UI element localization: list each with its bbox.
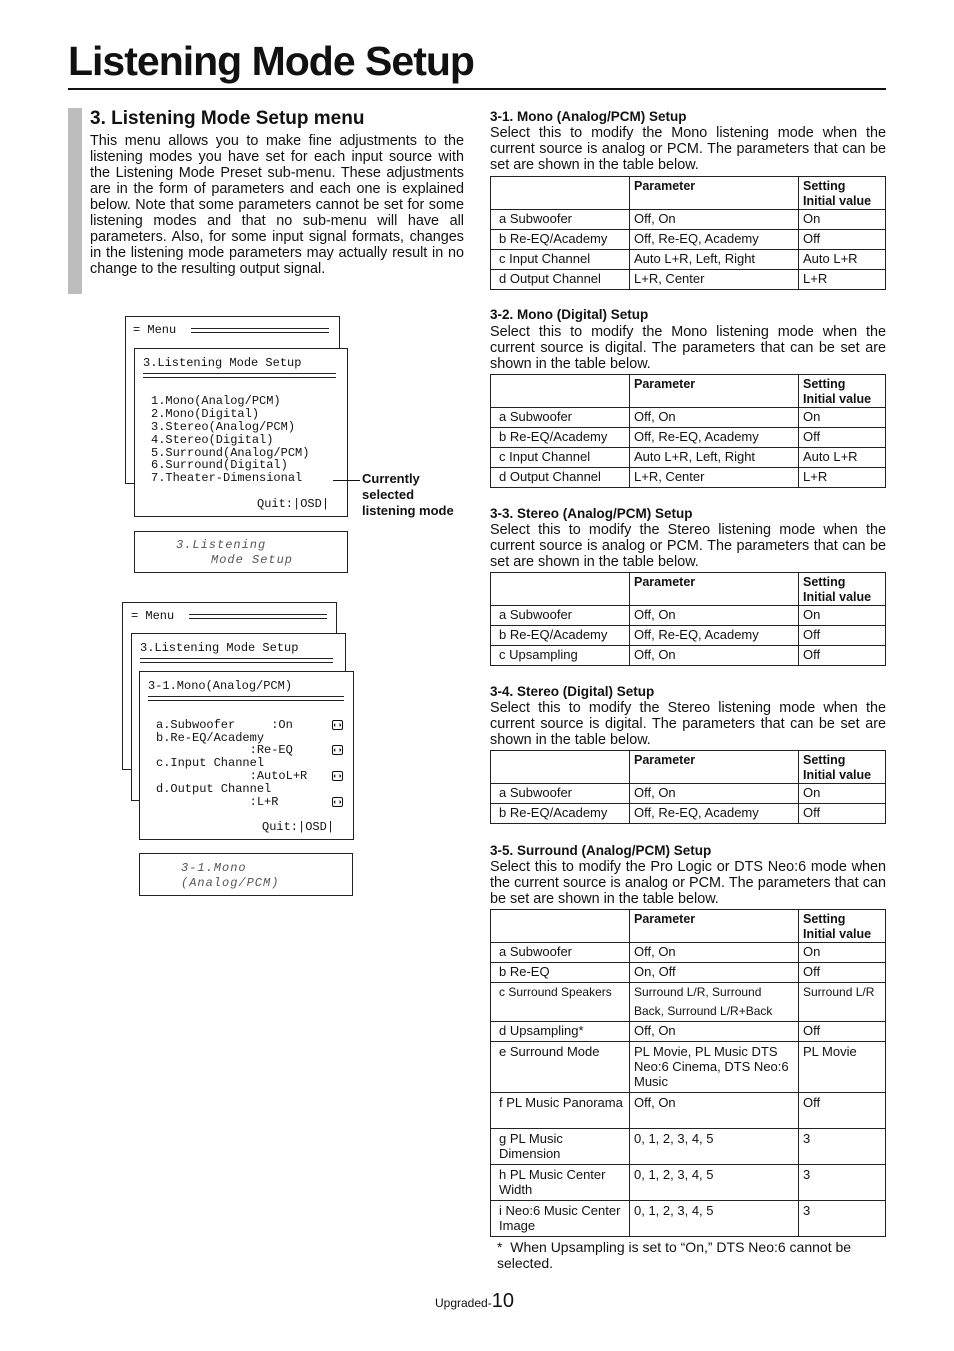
subsection-desc: Select this to modify the Pro Logic or DTS Neo:6 mode when the current source is analog or PCM. The parameters that can be set are shown in the table below. bbox=[490, 859, 886, 907]
quit-osd-label: Quit:|OSD| bbox=[257, 497, 330, 511]
page-title: Listening Mode Setup bbox=[68, 38, 474, 84]
sub-submenu-rule bbox=[148, 696, 344, 701]
title-rule bbox=[68, 88, 886, 90]
front-display-line-1: 3.Listening bbox=[176, 538, 267, 552]
table-row: b Re-EQ/Academy Off, Re-EQ, Academy Off bbox=[491, 626, 886, 646]
table-row: f PL Music Panorama Off, On Off bbox=[491, 1093, 886, 1129]
table-row: b Re-EQ/Academy Off, Re-EQ, Academy Off bbox=[491, 428, 886, 448]
subsection-desc: Select this to modify the Mono listening mode when the current source is digital. The parameters that can be set are shown in the table below. bbox=[490, 324, 886, 372]
menu-item: 5.Surround(Analog/PCM) bbox=[151, 446, 310, 460]
param-line: d.Output Channel bbox=[156, 782, 272, 796]
callout-leader bbox=[333, 480, 360, 481]
quit-osd-label: Quit:|OSD| bbox=[262, 820, 335, 834]
table-row: a Subwoofer Off, On On bbox=[491, 784, 886, 804]
parameter-table bbox=[490, 176, 886, 290]
table-row: c Upsampling Off, On Off bbox=[491, 646, 886, 666]
callout-label: Currently selected listening mode bbox=[362, 471, 454, 518]
table-row: g PL Music Dimension 0, 1, 2, 3, 4, 5 3 bbox=[491, 1129, 886, 1165]
menu-label: = Menu bbox=[133, 323, 177, 337]
menu-label: = Menu bbox=[131, 609, 175, 623]
param-line: :Re-EQ bbox=[156, 743, 293, 757]
subsection-heading: 3-1. Mono (Analog/PCM) Setup bbox=[490, 109, 687, 124]
col-header-setting: Setting Initial value bbox=[799, 751, 886, 784]
col-header-setting: Setting Initial value bbox=[799, 375, 886, 408]
submenu-rule bbox=[143, 373, 336, 378]
dial-icon: ◐◑ bbox=[333, 747, 342, 754]
dial-icon: ◐◑ bbox=[333, 799, 342, 806]
table-row: d Output Channel L+R, Center L+R bbox=[491, 270, 886, 290]
table-row: b Re-EQ/Academy Off, Re-EQ, Academy Off bbox=[491, 230, 886, 250]
menu-item: 4.Stereo(Digital) bbox=[151, 433, 274, 447]
table-row: a Subwoofer Off, On On bbox=[491, 210, 886, 230]
dial-icon: ◐◑ bbox=[333, 773, 342, 780]
sub-submenu-title: 3-1.Mono(Analog/PCM) bbox=[148, 679, 293, 693]
subsection-desc: Select this to modify the Stereo listening mode when the current source is analog or PCM. The parameters that can be set are shown in the table below. bbox=[490, 522, 886, 570]
table-row: a Subwoofer Off, On On bbox=[491, 943, 886, 963]
dial-icon: ◐◑ bbox=[333, 722, 342, 729]
table-row: h PL Music Center Width 0, 1, 2, 3, 4, 5 3 bbox=[491, 1165, 886, 1201]
section-marker-bar bbox=[68, 108, 82, 294]
parameter-table bbox=[490, 374, 886, 488]
col-header-parameter: Parameter bbox=[630, 751, 799, 784]
table-row: e Surround Mode PL Movie, PL Music DTS Neo:6 Cinema, DTS Neo:6 Music PL Movie bbox=[491, 1042, 886, 1093]
parameter-table bbox=[490, 750, 886, 824]
subsection-desc: Select this to modify the Stereo listening mode when the current source is digital. The parameters that can be set are shown in the table below. bbox=[490, 700, 886, 748]
subsection-heading: 3-3. Stereo (Analog/PCM) Setup bbox=[490, 506, 693, 521]
subsection-desc: Select this to modify the Mono listening mode when the current source is analog or PCM. The parameters that can be set are shown in the table below. bbox=[490, 125, 886, 173]
intro-paragraph: This menu allows you to make fine adjustments to the listening modes you have set for each input source with the Listening Mode Preset sub-menu. These adjustments are in the form of parameters and each one is explained below. Note that some parameters cannot be set for some listening modes and that no sub-menu will have all parameters. Also, for some input signal formats, changes in the listening mode parameters may actually result in no change to the resulting output signal. bbox=[90, 133, 464, 277]
col-header-parameter: Parameter bbox=[630, 375, 799, 408]
menu-item-selected: 7.Theater-Dimensional bbox=[151, 471, 303, 485]
submenu-title: 3.Listening Mode Setup bbox=[143, 356, 302, 370]
submenu-rule bbox=[140, 658, 333, 663]
menu-item: 3.Stereo(Analog/PCM) bbox=[151, 420, 296, 434]
menu-item: 6.Surround(Digital) bbox=[151, 458, 288, 472]
subsection-heading: 3-2. Mono (Digital) Setup bbox=[490, 307, 649, 322]
param-line: :AutoL+R bbox=[156, 769, 308, 783]
subsection-heading: 3-5. Surround (Analog/PCM) Setup bbox=[490, 843, 712, 858]
menu-rule bbox=[191, 328, 329, 333]
table-row: c Surround Speakers Surround L/R, Surround Back, Surround L/R+Back Surround L/R bbox=[491, 983, 886, 1022]
submenu-title: 3.Listening Mode Setup bbox=[140, 641, 299, 655]
col-header-parameter: Parameter bbox=[630, 177, 799, 210]
table-row: d Output Channel L+R, Center L+R bbox=[491, 468, 886, 488]
col-header-setting: Setting Initial value bbox=[799, 573, 886, 606]
col-header-parameter: Parameter bbox=[630, 573, 799, 606]
table-row: c Input Channel Auto L+R, Left, Right Auto L+R bbox=[491, 250, 886, 270]
front-display-line-2: (Analog/PCM) bbox=[181, 876, 280, 890]
parameter-table bbox=[490, 572, 886, 666]
menu-item: 1.Mono(Analog/PCM) bbox=[151, 394, 281, 408]
menu-item: 2.Mono(Digital) bbox=[151, 407, 260, 421]
col-header-setting: Setting Initial value bbox=[799, 910, 886, 943]
footnote: * When Upsampling is set to “On,” DTS Neo:6 cannot be selected. bbox=[497, 1239, 852, 1271]
parameter-table bbox=[490, 909, 886, 1237]
front-display-line-1: 3-1.Mono bbox=[181, 861, 247, 875]
param-line: a.Subwoofer :On bbox=[156, 718, 293, 732]
table-row: a Subwoofer Off, On On bbox=[491, 408, 886, 428]
section-heading: 3. Listening Mode Setup menu bbox=[90, 108, 365, 129]
menu-rule bbox=[189, 614, 327, 619]
col-header-parameter: Parameter bbox=[630, 910, 799, 943]
subsection-heading: 3-4. Stereo (Digital) Setup bbox=[490, 684, 655, 699]
table-row: d Upsampling* Off, On Off bbox=[491, 1022, 886, 1042]
col-header-setting: Setting Initial value bbox=[799, 177, 886, 210]
table-row: c Input Channel Auto L+R, Left, Right Auto L+R bbox=[491, 448, 886, 468]
param-line: :L+R bbox=[156, 795, 279, 809]
table-row: b Re-EQ On, Off Off bbox=[491, 963, 886, 983]
table-row: i Neo:6 Music Center Image 0, 1, 2, 3, 4, 5 3 bbox=[491, 1201, 886, 1237]
param-line: c.Input Channel bbox=[156, 756, 265, 770]
param-line: b.Re-EQ/Academy bbox=[156, 731, 265, 745]
front-display-line-2: Mode Setup bbox=[211, 553, 294, 567]
page-number: Upgraded-10 bbox=[435, 1290, 514, 1312]
table-row: a Subwoofer Off, On On bbox=[491, 606, 886, 626]
table-row: b Re-EQ/Academy Off, Re-EQ, Academy Off bbox=[491, 804, 886, 824]
